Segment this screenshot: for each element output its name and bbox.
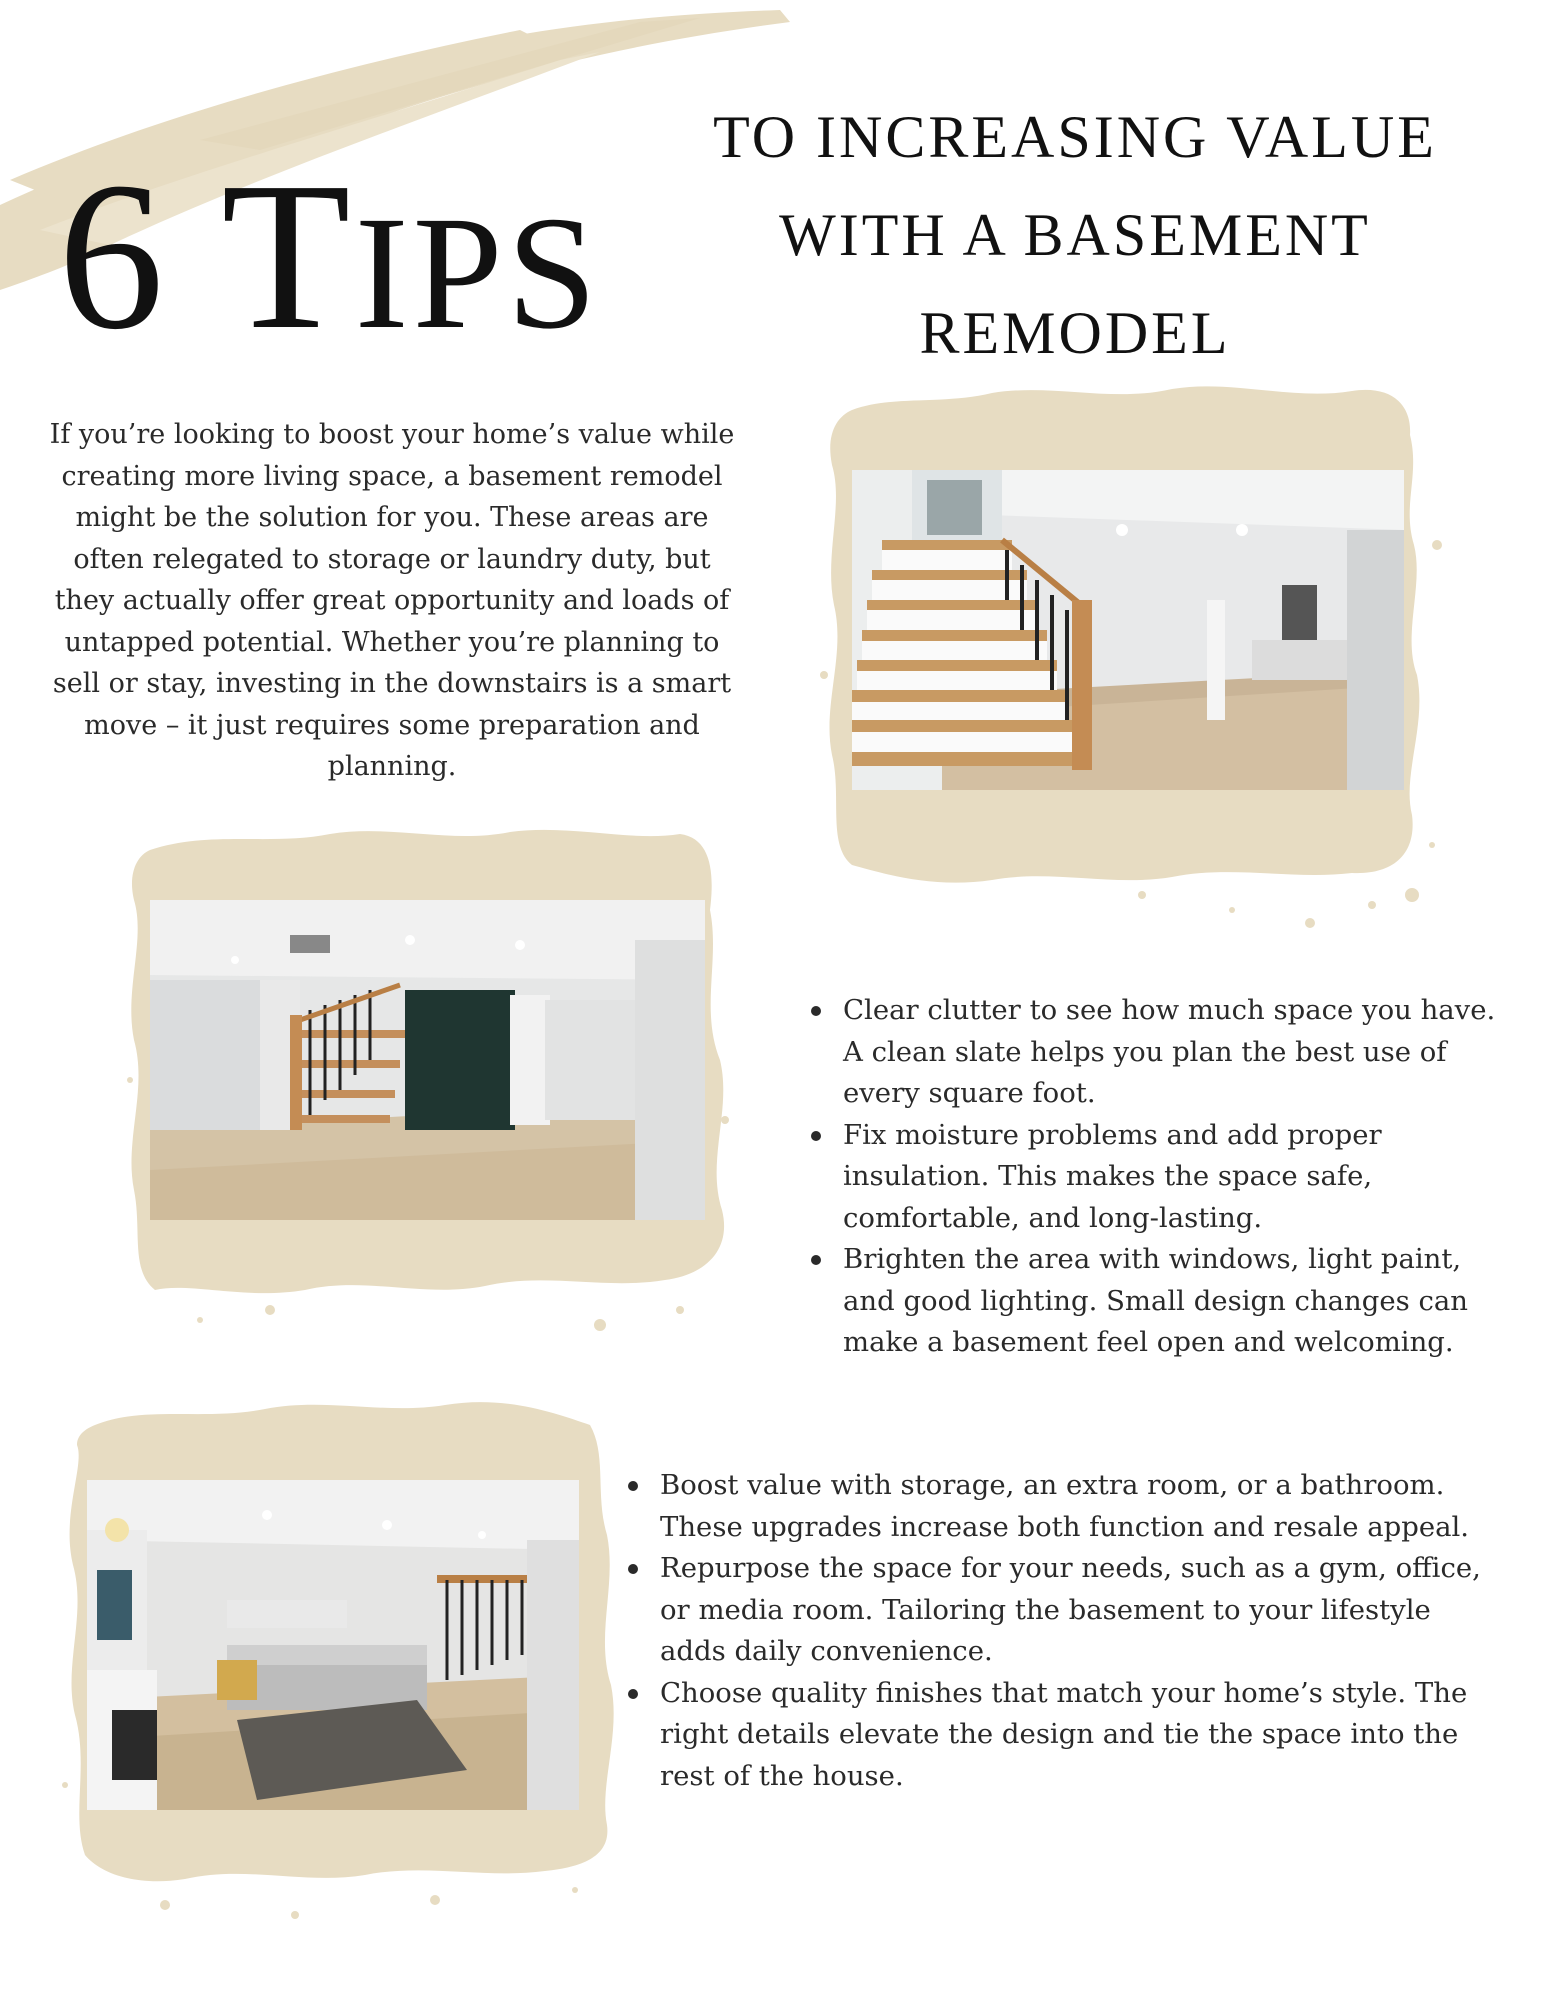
tip-text: Clear clutter to see how much space you have. A clean slate helps you plan the best use of every square foot.	[843, 994, 1496, 1109]
subtitle-line-2: WITH A BASEMENT	[779, 202, 1371, 268]
tip-item	[622, 1548, 1502, 1673]
subtitle	[680, 88, 1470, 382]
title-number: 6	[58, 138, 168, 373]
photo-frame-staircase	[812, 375, 1452, 945]
bullet-icon	[811, 1131, 821, 1141]
photo-frame-living-area	[120, 820, 740, 1380]
media-room-photo	[87, 1480, 579, 1810]
tip-item	[805, 1115, 1505, 1240]
staircase-photo	[852, 470, 1404, 790]
intro-paragraph: If you’re looking to boost your home’s value while creating more living space, a basement remodel might be the solution for you. These areas are often relegated to storage or laundry duty, but they actually offer great opportunity and loads of untapped potential. Whether you’re planning to sell or stay, investing in the downstairs is a smart move – it just requires some preparation and planning.	[49, 419, 735, 782]
living-area-photo	[150, 900, 705, 1220]
bullet-icon	[811, 1006, 821, 1016]
photo-frame-media-room	[55, 1385, 615, 1945]
title-word-rest: IPS	[354, 184, 601, 363]
main-title	[58, 138, 601, 380]
tip-text: Brighten the area with windows, light paint, and good lighting. Small design changes can make a basement feel open and welcoming.	[843, 1243, 1469, 1358]
bullet-icon	[811, 1255, 821, 1265]
tip-text: Fix moisture problems and add proper insulation. This makes the space safe, comfortable, and long-lasting.	[843, 1118, 1382, 1234]
bullet-icon	[628, 1564, 638, 1574]
subtitle-line-1: TO INCREASING VALUE	[713, 104, 1437, 170]
tips-list-1	[805, 990, 1505, 1364]
title-word-first-letter: T	[221, 138, 355, 373]
subtitle-line-3: REMODEL	[919, 300, 1231, 366]
tip-item	[805, 990, 1505, 1115]
tip-item	[805, 1239, 1505, 1364]
bullet-icon	[628, 1689, 638, 1699]
tip-item	[622, 1465, 1502, 1548]
tip-text: Choose quality finishes that match your home’s style. The right details elevate the design and tie the space into the rest of the house.	[660, 1676, 1468, 1792]
bullet-icon	[628, 1481, 638, 1491]
tip-item	[622, 1673, 1502, 1798]
tip-text: Repurpose the space for your needs, such as a gym, office, or media room. Tailoring the basement to your lifestyle adds daily convenience.	[660, 1552, 1481, 1667]
tip-text: Boost value with storage, an extra room, or a bathroom. These upgrades increase both function and resale appeal.	[660, 1469, 1470, 1543]
tips-list-2	[622, 1465, 1502, 1797]
